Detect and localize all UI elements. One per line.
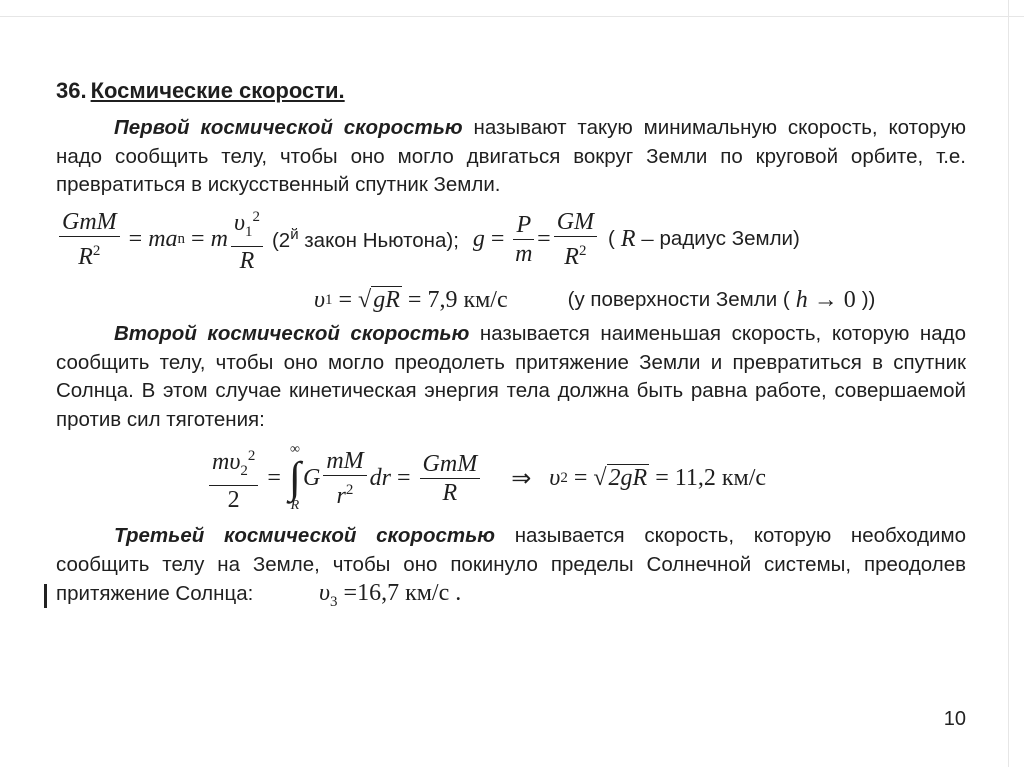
radius-note: радиус Земли): [659, 227, 800, 250]
second-velocity-value: 11,2 км/с: [674, 464, 767, 491]
paragraph-first-velocity: [56, 114, 966, 200]
page-number: 10: [943, 708, 966, 730]
term-first-cosmic-velocity: Первой космической скоростью: [114, 116, 463, 139]
term-third-cosmic-velocity: Третьей космической скоростью: [114, 524, 495, 547]
slide-top-border: [0, 16, 1024, 17]
equation-first-velocity: υ 1 = √ gR = 7,9 км/с (у поверхности Земли ( h → 0 )): [314, 286, 876, 313]
slide-title: Космические скорости.: [90, 78, 345, 103]
term-second-cosmic-velocity: Второй космической скоростью: [114, 322, 470, 345]
section-number: 36.: [56, 78, 87, 103]
newton-note-sup: й: [290, 225, 299, 243]
paragraph-third-velocity: Третьей космической скоростью называется скорость, которую необходимо сообщить телу на Земле, чтобы оно покинуло пределы Солнечной системы, преодолев притяжение Солнца: $\upsilon_3 =16,7$ км/с .: [56, 524, 966, 610]
equation-newton: $\frac{\text{GmM}}{R^2}$ = ma n = m $\frac{\upsilon_1^2}{R}$ ($2^й$ закон Ньютона); g = $\frac{P}{m}$ = $\frac{GM}{R^2}$ ( R – радиус Земли): [56, 204, 800, 274]
surface-note: (у поверхности Земли (: [567, 288, 790, 311]
newton-note: закон Ньютона);: [304, 228, 459, 252]
paragraph-second-velocity: [56, 320, 966, 434]
paragraph-third-text: называется скорость, которую необходимо сообщить телу на Земле, чтобы оно покинуло пределы Солнечной системы, преодолев притяжение Солнца:: [56, 524, 966, 605]
equation-second-velocity: $\frac{m\upsilon_2^2}{2}$ = ∞ ∫ R G $\frac{mM}{r^2}$ dr = $\frac{\text{GmM}}{R}$ ⇒ υ 2 = √ 2gR = 11,2 км/с: [206, 438, 766, 518]
slide-heading: [56, 78, 345, 104]
paragraph-second-text: называется наименьшая скорость, которую надо сообщить телу, чтобы оно могло преодолеть притяжение Земли и превратиться в спутник Солнца. В этом случае кинетическая энергия тела должна быть равна работе, совершаемой против сил тяготения:: [56, 322, 966, 431]
paragraph-first-text: называют такую минимальную скорость, которую надо сообщить телу, чтобы оно могло двигаться вокруг Земли по круговой орбите, т.е. превратиться в искусственный спутник Земли.: [56, 116, 966, 196]
first-velocity-value: 7,9 км/с: [427, 286, 508, 313]
newton-note-num: (2: [271, 228, 291, 252]
text-cursor: [44, 584, 47, 608]
slide-right-border: [1008, 0, 1009, 767]
third-velocity-value: 16,7 км/с .: [357, 580, 462, 606]
